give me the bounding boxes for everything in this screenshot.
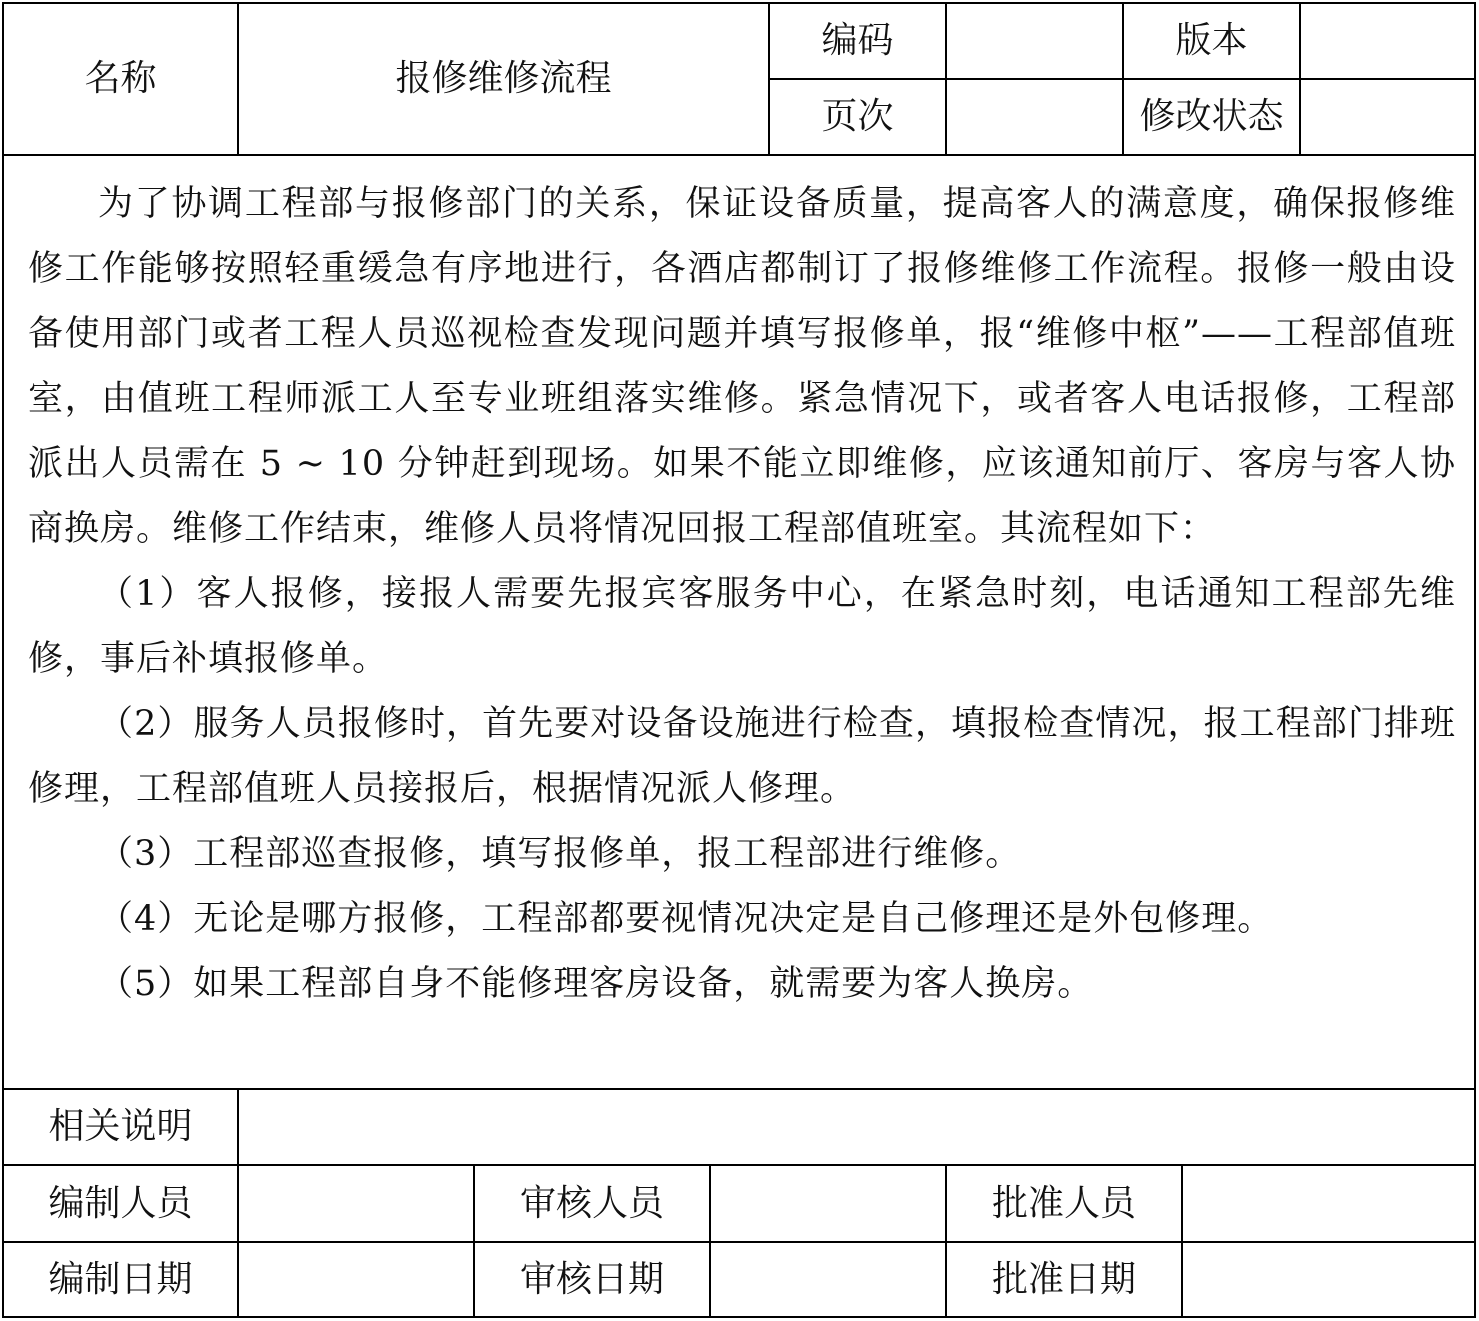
approved-by-label: 批准人员	[991, 1182, 1136, 1224]
version-label: 版本	[1175, 20, 1248, 61]
approved-date-label: 批准日期	[991, 1258, 1136, 1300]
reviewed-date-value[interactable]	[711, 1243, 945, 1316]
prepared-by-value[interactable]	[239, 1166, 473, 1241]
step-item: （3）工程部巡查报修，填写报修单，报工程部进行维修。	[98, 834, 1022, 874]
version-value[interactable]	[1301, 4, 1474, 78]
step-item: （4）无论是哪方报修，工程部都要视情况决定是自己修理还是外包修理。	[98, 899, 1274, 939]
procedure-form	[2, 2, 1476, 1318]
reviewed-by-label: 审核人员	[519, 1182, 664, 1224]
page-value[interactable]	[947, 80, 1122, 154]
notes-value[interactable]	[239, 1090, 1474, 1164]
reviewed-date-label: 审核日期	[519, 1258, 664, 1300]
approved-by-value[interactable]	[1183, 1166, 1474, 1241]
step-item: （2）服务人员报修时，首先要对设备设施进行检查，填报检查情况，报工程部门排班修理，工程部值班人员接报后，根据情况派人修理。	[28, 704, 1456, 809]
header-bottom-rule	[4, 154, 1474, 156]
prepared-date-value[interactable]	[239, 1243, 473, 1316]
procedure-title: 报修维修流程	[395, 58, 612, 99]
name-label: 名称	[84, 58, 157, 99]
step-item: （5）如果工程部自身不能修理客房设备，就需要为客人换房。	[98, 964, 1094, 1004]
prepared-date-label: 编制日期	[48, 1258, 193, 1300]
procedure-body	[28, 172, 1456, 1017]
intro-paragraph: 为了协调工程部与报修部门的关系，保证设备质量，提高客人的满意度，确保报修维修工作能够按照轻重缓急有序地进行，各酒店都制订了报修维修工作流程。报修一般由设备使用部门或者工程人员巡视检查发现问题并填写报修单，报“维修中枢”——工程部值班室，由值班工程师派工人至专业班组落实维修。紧急情况下，或者客人电话报修，工程部派出人员需在 5 ~ 10 分钟赶到现场。如果不能立即维修，应该通知前厅、客房与客人协商换房。维修工作结束，维修人员将情况回报工程部值班室。其流程如下：	[28, 184, 1456, 549]
revision-label: 修改状态	[1139, 96, 1284, 137]
reviewed-by-value[interactable]	[711, 1166, 945, 1241]
code-value[interactable]	[947, 4, 1122, 78]
prepared-by-label: 编制人员	[48, 1182, 193, 1224]
approved-date-value[interactable]	[1183, 1243, 1474, 1316]
notes-label: 相关说明	[48, 1106, 193, 1147]
step-item: （1）客人报修，接报人需要先报宾客服务中心，在紧急时刻，电话通知工程部先维修，事后补填报修单。	[28, 574, 1456, 679]
code-label: 编码	[821, 20, 894, 61]
revision-value[interactable]	[1301, 80, 1474, 154]
page-label: 页次	[821, 96, 894, 137]
